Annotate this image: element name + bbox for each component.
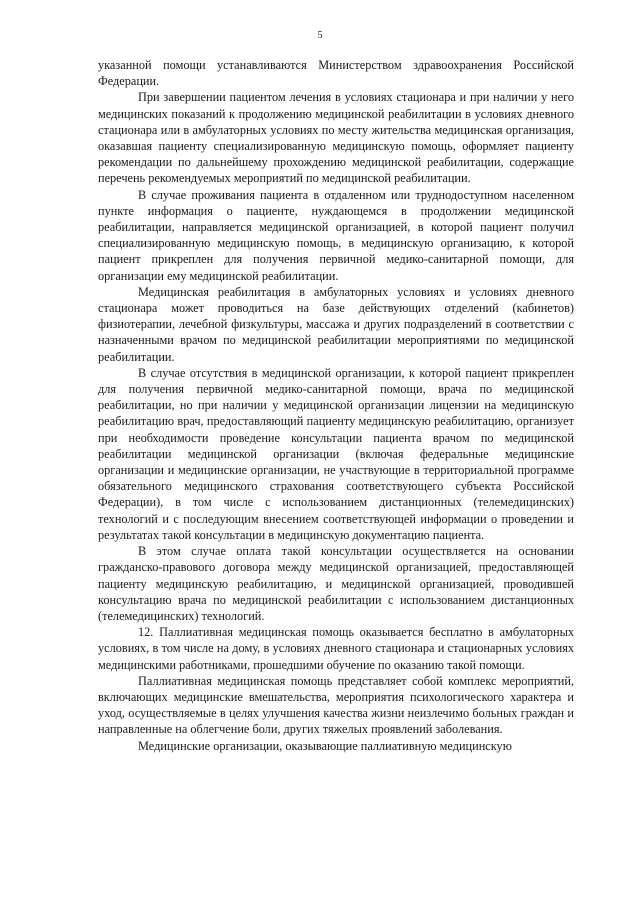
page-number: 5 — [317, 30, 323, 41]
paragraph: Паллиативная медицинская помощь представляет собой комплекс мероприятий, включающих медицинские вмешательства, мероприятия психологического характера и уход, осуществляемые в целях улучшения качества жизни неизлечимо больных граждан и направленные на облегчение боли, других тяжелых проявлений заболевания. — [98, 673, 574, 737]
paragraph: Медицинская реабилитация в амбулаторных условиях и условиях дневного стационара может проводиться на базе действующих отделений (кабинетов) физиотерапии, лечебной физкультуры, массажа и других подразделений в соответствии с назначенными врачом по медицинской реабилитации мероприятиями по медицинской реабилитации. — [98, 284, 574, 364]
paragraph: В этом случае оплата такой консультации осуществляется на основании гражданско-правового договора между медицинской организацией, предоставляющей пациенту медицинскую реабилитацию, и медицинской организацией, проводившей консультацию врача по медицинской реабилитации с использованием дистанционных (телемедицинских) технологий. — [98, 544, 574, 623]
paragraph: Медицинские организации, оказывающие паллиативную медицинскую — [138, 738, 512, 753]
paragraph: 12. Паллиативная медицинская помощь оказывается бесплатно в амбулаторных условиях, в том числе на дому, в условиях дневного стационара и стационарных условиях медицинскими работниками, прошедшими обучение по оказанию такой помощи. — [98, 625, 574, 672]
document-body — [98, 57, 574, 754]
paragraph: При завершении пациентом лечения в условиях стационара и при наличии у него медицинских показаний к продолжению медицинской реабилитации в условиях дневного стационара или в амбулаторных условиях по месту жительства медицинская организация, оказавшая пациенту специализированную медицинскую помощь, оформляет пациенту рекомендации по дальнейшему прохождению медицинской реабилитации, содержащие перечень рекомендуемых мероприятий по медицинской реабилитации. — [98, 90, 574, 186]
paragraph: указанной помощи устанавливаются Министерством здравоохранения Российской Федерации. — [98, 58, 574, 89]
paragraph: В случае проживания пациента в отдаленном или труднодоступном населенном пункте информация о пациенте, нуждающемся в продолжении медицинской реабилитации, направляется медицинской организацией, в которой пациент получил специализированную медицинскую помощь, в медицинскую организацию, к которой пациент прикреплен для получения первичной медико-санитарной помощи, для организации ему медицинской реабилитации. — [98, 187, 574, 283]
paragraph: В случае отсутствия в медицинской организации, к которой пациент прикреплен для получения первичной медико-санитарной помощи, врача по медицинской реабилитации, но при наличии у медицинской организации лицензии на медицинскую реабилитацию врач, предоставляющий пациенту медицинскую реабилитацию, организует при необходимости проведение консультации пациента врачом по медицинской реабилитации медицинской организации (включая федеральные медицинские организации и медицинские организации, не участвующие в территориальной программе обязательного медицинского страхования соответствующего субъекта Российской Федерации), в том числе с использованием дистанционных (телемедицинских) технологий и с последующим внесением соответствующей информации о проведении и результатах такой консультации в медицинскую документацию пациента. — [98, 365, 574, 542]
